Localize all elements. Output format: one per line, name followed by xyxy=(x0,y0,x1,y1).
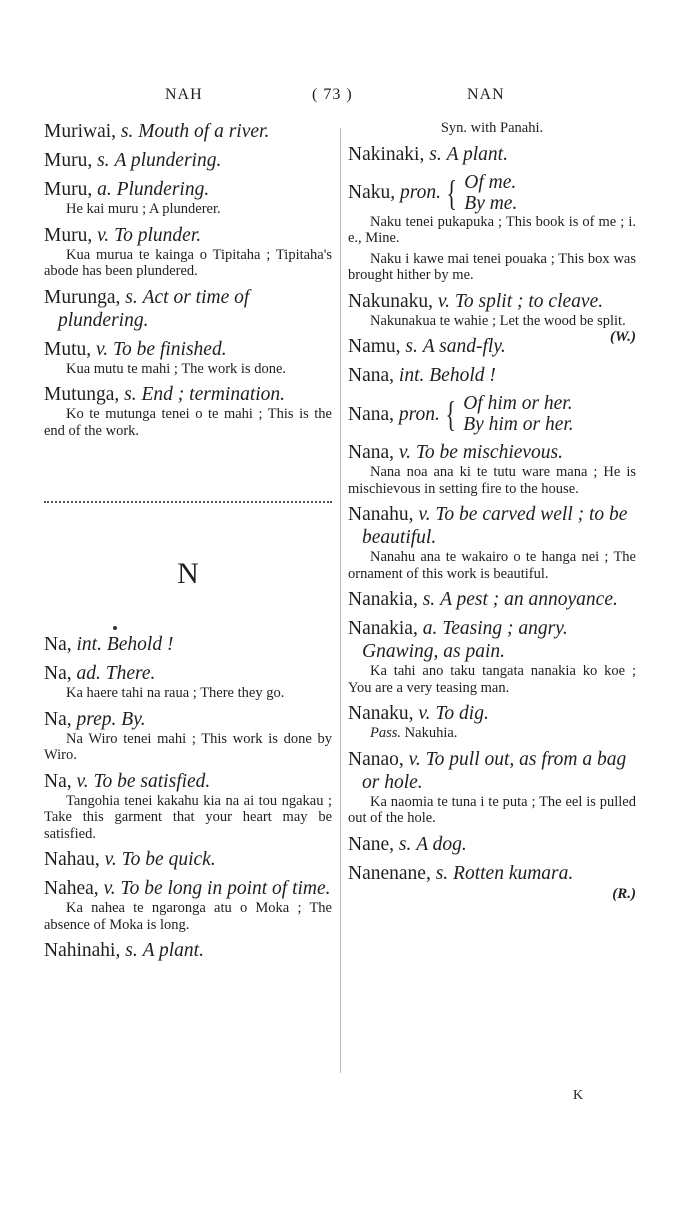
dictionary-entry xyxy=(348,172,636,284)
example: He kai muru ; A plunderer. xyxy=(66,201,221,217)
headword: Nanahu, xyxy=(348,504,414,525)
headword: Muru, xyxy=(44,150,93,171)
headword: Muru, xyxy=(44,224,93,246)
example: Nakunakua te wahie ; Let the wood be split. xyxy=(370,312,626,329)
part-of-speech: s. xyxy=(120,121,134,142)
part-of-speech: v. xyxy=(104,849,117,870)
definition: To dig. xyxy=(435,703,489,724)
example: Naku i kawe mai tenei pouaka ; This box was brought hither by me. xyxy=(348,250,636,283)
definition: A pest ; an annoyance. xyxy=(440,589,618,610)
example: Ka nahea te ngaronga atu o Moka ; The absence of Moka is long. xyxy=(44,900,332,933)
headword: Nanakia, xyxy=(348,589,418,610)
headword: Namu, xyxy=(348,336,401,357)
headword: Mutu, xyxy=(44,338,92,360)
part-of-speech: s. xyxy=(124,384,137,405)
dictionary-entry xyxy=(348,588,636,611)
headword: Nahau, xyxy=(44,849,100,870)
running-header xyxy=(0,86,700,110)
definition: Plundering. xyxy=(116,179,210,200)
passive-label: Pass. xyxy=(370,725,402,741)
headword: Na, xyxy=(44,634,72,655)
column-divider xyxy=(340,128,341,1073)
printer-dot xyxy=(113,626,117,630)
definition: By him or her. xyxy=(463,414,574,435)
dictionary-entry xyxy=(44,120,332,143)
page-number: ( 73 ) xyxy=(312,86,353,103)
signature-mark: K xyxy=(573,1088,584,1103)
headword: Nanao, xyxy=(348,748,404,770)
part-of-speech: v. xyxy=(96,338,109,360)
headword: Naku, xyxy=(348,182,396,203)
part-of-speech: v. xyxy=(76,770,89,792)
dictionary-entry xyxy=(348,393,636,435)
dictionary-entry xyxy=(348,441,636,497)
source-mark: (W.) xyxy=(610,329,636,345)
dictionary-entry xyxy=(44,286,332,332)
headword: Nana, xyxy=(348,442,395,463)
dictionary-entry xyxy=(44,939,332,962)
definition: By me. xyxy=(464,192,518,214)
definition: A plundering. xyxy=(114,150,222,171)
dictionary-entry xyxy=(44,338,332,378)
example: Ka haere tahi na raua ; There they go. xyxy=(66,685,285,701)
definition: Rotten kumara. xyxy=(453,862,574,884)
dictionary-entry xyxy=(348,748,636,827)
definition: To be carved well ; to be beautiful. xyxy=(362,504,628,548)
example: Ka naomia te tuna i te puta ; The eel is pulled out of the hole. xyxy=(348,793,636,826)
section-divider xyxy=(44,501,332,503)
dictionary-entry xyxy=(348,120,636,137)
headword: Nakunaku, xyxy=(348,290,434,312)
headword: Murunga, xyxy=(44,286,121,308)
definition: Mouth of a river. xyxy=(138,121,270,142)
headword: Na, xyxy=(44,708,72,730)
headword: Nanakia, xyxy=(348,618,418,639)
part-of-speech: v. xyxy=(97,224,110,246)
dictionary-entry xyxy=(44,662,332,702)
section-letter: N xyxy=(177,557,199,590)
definition: To be long in point of time. xyxy=(120,878,331,899)
definition: Act or time of plundering. xyxy=(58,286,250,331)
headword: Nana, xyxy=(348,365,395,386)
part-of-speech: s. xyxy=(125,286,138,308)
definition: To be mischievous. xyxy=(415,442,564,463)
dictionary-entry xyxy=(348,503,636,582)
part-of-speech: s. xyxy=(435,862,449,884)
headword: Muru, xyxy=(44,179,93,200)
example: Kua murua te kainga o Tipitaha ; Tipitaha's abode has been plundered. xyxy=(44,246,332,279)
definition: A plant. xyxy=(142,940,204,961)
dictionary-entry xyxy=(348,617,636,696)
dictionary-entry xyxy=(44,383,332,439)
right-column xyxy=(348,120,636,909)
example: Nanahu ana te wakairo o te hanga nei ; The ornament of this work is beautiful. xyxy=(348,549,636,582)
headword: Nakinaki, xyxy=(348,143,425,165)
dictionary-entry xyxy=(348,290,636,345)
example: Kua mutu te mahi ; The work is done. xyxy=(66,360,287,377)
definition: Of him or her. xyxy=(463,393,573,414)
dictionary-entry xyxy=(44,708,332,764)
synonym-note: Syn. with Panahi. xyxy=(440,120,544,136)
part-of-speech: pron. xyxy=(398,403,440,425)
part-of-speech: int. xyxy=(76,634,102,655)
brace-icon: { xyxy=(446,172,457,213)
dictionary-entry xyxy=(44,224,332,280)
part-of-speech: s. xyxy=(398,833,412,855)
headword: Nanaku, xyxy=(348,703,414,724)
dictionary-entry xyxy=(44,770,332,843)
part-of-speech: s. xyxy=(125,940,138,961)
part-of-speech: s. xyxy=(405,336,418,357)
dictionary-entry xyxy=(44,848,332,871)
definition: To plunder. xyxy=(114,224,202,246)
header-left-guide-word: NAH xyxy=(165,86,203,103)
definition: To pull out, as from a bag or hole. xyxy=(362,748,627,793)
definition: Behold ! xyxy=(429,365,496,386)
dictionary-entry xyxy=(44,178,332,218)
definition: By. xyxy=(121,708,146,730)
headword: Nanenane, xyxy=(348,862,431,884)
headword: Na, xyxy=(44,663,72,684)
definition: To split ; to cleave. xyxy=(454,290,604,312)
example: Tangohia tenei kakahu kia na ai tou ngakau ; Take this garment that your heart may be satisfied. xyxy=(44,792,332,842)
part-of-speech: v. xyxy=(418,504,431,525)
part-of-speech: a. xyxy=(97,179,112,200)
definition: A sand-fly. xyxy=(422,336,506,357)
headword: Muriwai, xyxy=(44,121,117,142)
example: Na Wiro tenei mahi ; This work is done by Wiro. xyxy=(44,730,332,763)
part-of-speech: v. xyxy=(398,442,411,463)
definition: Of me. xyxy=(464,171,517,193)
headword: Nane, xyxy=(348,833,395,855)
dictionary-entry xyxy=(348,833,636,856)
example: Ka tahi ano taku tangata nanakia ko koe ; You are a very teasing man. xyxy=(348,663,636,696)
part-of-speech: prep. xyxy=(76,708,117,730)
part-of-speech: s. xyxy=(422,589,436,610)
dictionary-entry xyxy=(44,149,332,172)
headword: Nana, xyxy=(348,403,395,425)
definition: Behold ! xyxy=(106,634,174,655)
example: Nana noa ana ki te tutu ware mana ; He is mischievous in setting fire to the house. xyxy=(348,464,636,497)
header-right-guide-word: NAN xyxy=(467,86,505,103)
part-of-speech: int. xyxy=(398,365,425,386)
dictionary-entry xyxy=(44,633,332,656)
part-of-speech: v. xyxy=(437,290,450,312)
definition: To be finished. xyxy=(112,338,227,360)
part-of-speech: s. xyxy=(429,143,442,165)
dictionary-entry xyxy=(348,143,636,166)
left-column xyxy=(44,120,332,968)
part-of-speech: v. xyxy=(408,748,421,770)
dictionary-entry xyxy=(44,877,332,933)
headword: Nahea, xyxy=(44,878,99,899)
part-of-speech: v. xyxy=(418,703,431,724)
passive-form: Nakuhia. xyxy=(404,725,458,741)
headword: Nahinahi, xyxy=(44,940,121,961)
definition: To be quick. xyxy=(121,849,216,870)
definition: A plant. xyxy=(446,143,508,165)
headword: Na, xyxy=(44,770,72,792)
part-of-speech: a. xyxy=(422,618,438,639)
part-of-speech: s. xyxy=(97,150,110,171)
definition: Teasing ; angry. Gnawing, as pain. xyxy=(362,618,568,662)
part-of-speech: v. xyxy=(103,878,116,899)
dictionary-entry xyxy=(348,862,636,903)
definition: A dog. xyxy=(416,833,467,855)
dictionary-entry xyxy=(348,364,636,387)
part-of-speech: pron. xyxy=(400,182,441,203)
definition: End ; termination. xyxy=(141,384,286,405)
headword: Mutunga, xyxy=(44,384,120,405)
example: Naku tenei pukapuka ; This book is of me ; i. e., Mine. xyxy=(348,213,636,246)
dictionary-entry xyxy=(348,702,636,742)
source-mark: (R.) xyxy=(612,885,636,902)
definition: To be satisfied. xyxy=(93,770,211,792)
part-of-speech: ad. xyxy=(76,663,101,684)
brace-icon: { xyxy=(445,394,456,434)
example: Ko te mutunga tenei o te mahi ; This is the end of the work. xyxy=(44,406,332,439)
definition: There. xyxy=(105,663,156,684)
